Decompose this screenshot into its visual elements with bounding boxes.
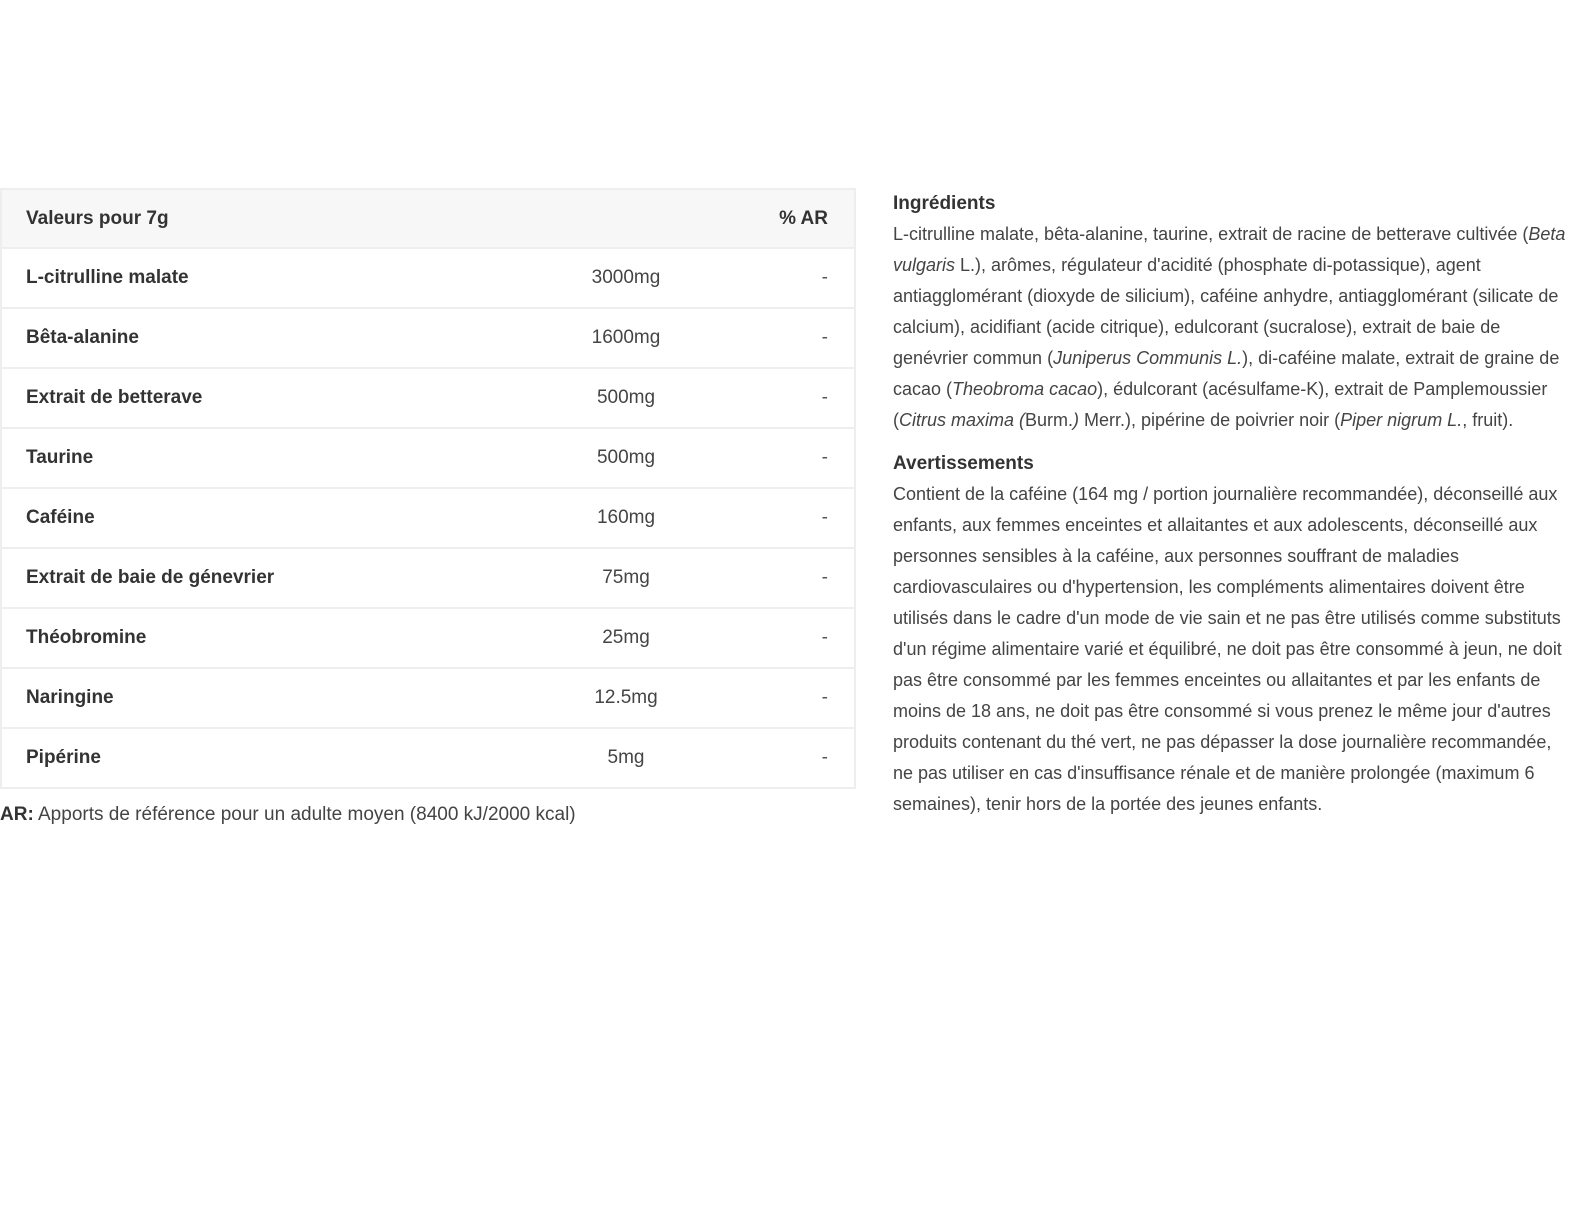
table-row <box>1 368 855 428</box>
ingredients-segment: ), édulcorant (acésulfame-K), extrait de Pamplemoussier ( <box>893 379 1548 430</box>
nutrient-amount: 500mg <box>546 428 706 488</box>
nutrient-name: Bêta-alanine <box>1 308 546 368</box>
nutrient-ar: - <box>706 668 855 728</box>
ingredients-segment-italic: Beta vulgaris <box>893 224 1566 275</box>
header-serving-label: Valeurs pour 7g <box>1 189 546 248</box>
table-row <box>1 548 855 608</box>
ingredients-section <box>893 188 1570 436</box>
nutrient-ar: - <box>706 368 855 428</box>
nutrient-ar: - <box>706 548 855 608</box>
ingredients-segment-italic: ) <box>1073 410 1080 430</box>
table-header-row <box>1 189 855 248</box>
nutrient-ar: - <box>706 428 855 488</box>
ingredients-segment: ), di-caféine malate, extrait de graine de cacao ( <box>893 348 1560 399</box>
nutrient-ar: - <box>706 248 855 308</box>
warnings-section <box>893 448 1570 820</box>
nutrient-name: Extrait de betterave <box>1 368 546 428</box>
nutrient-ar: - <box>821 747 828 768</box>
nutrient-amount: 25mg <box>546 608 706 668</box>
nutrient-amount: 500mg <box>546 368 706 428</box>
table-row <box>1 248 855 308</box>
ingredients-segment-italic: Juniperus Communis L. <box>1053 348 1243 368</box>
nutrient-name: Taurine <box>1 428 546 488</box>
nutrient-ar: - <box>706 308 855 368</box>
nutrient-name: Naringine <box>1 668 546 728</box>
ar-footnote-text: Apports de référence pour un adulte moyen (8400 kJ/2000 kcal) <box>33 804 576 825</box>
nutrient-ar: - <box>706 488 855 548</box>
nutrient-amount: 5mg <box>607 747 645 768</box>
ingredients-segment: Merr.), pipérine de poivrier noir ( <box>1079 410 1341 430</box>
nutrient-amount: 160mg <box>546 488 706 548</box>
product-info-column <box>893 188 1570 820</box>
nutrient-name: Théobromine <box>1 608 546 668</box>
ar-footnote-label: AR: <box>0 804 34 825</box>
table-row <box>1 308 855 368</box>
nutrient-amount: 1600mg <box>546 308 706 368</box>
nutrient-name: Pipérine <box>26 747 101 768</box>
ingredients-segment-italic: Piper nigrum L. <box>1340 410 1463 430</box>
ar-footnote <box>0 804 576 826</box>
header-amount <box>546 189 706 248</box>
table-row <box>1 668 855 728</box>
ingredients-segment: L.), arômes, régulateur d'acidité (phosphate di-potassique), agent antiagglomérant (dioxyde de silicium), caféine anhydre, antiagglomérant (silicate de calcium), acidifiant (acide citrique), edulcorant (sucralose), extrait de baie de genévrier commun ( <box>893 255 1559 368</box>
warnings-title: Avertissements <box>893 453 1034 474</box>
nutrient-name: Caféine <box>1 488 546 548</box>
nutrient-name: L-citrulline malate <box>1 248 546 308</box>
ingredients-segment: , fruit). <box>1462 410 1514 430</box>
table-row <box>1 428 855 488</box>
nutrient-name: Extrait de baie de génevrier <box>1 548 546 608</box>
table-row <box>1 488 855 548</box>
nutrition-table <box>0 188 856 789</box>
ingredients-segment-italic: Citrus maxima ( <box>899 410 1026 430</box>
nutrient-amount: 12.5mg <box>546 668 706 728</box>
nutrient-ar: - <box>706 608 855 668</box>
ingredients-segment: L-citrulline malate, bêta-alanine, taurine, extrait de racine de betterave cultivée ( <box>893 224 1529 244</box>
warnings-text: Contient de la caféine (164 mg / portion journalière recommandée), déconseillé aux enfants, aux femmes enceintes et allaitantes et aux adolescents, déconseillé aux personnes sensibles à la caféine, aux personnes souffrant de maladies cardiovasculaires ou d'hypertension, les compléments alimentaires doivent être utilisés dans le cadre d'un mode de vie sain et ne pas être utilisés comme substituts d'un régime alimentaire varié et équilibré, ne doit pas être consommé à jeun, ne doit pas être consommé par les femmes enceintes ou allaitantes et par les enfants de moins de 18 ans, ne doit pas être consommé si vous prenez le même jour d'autres produits contenant du thé vert, ne pas dépasser la dose journalière recommandée, ne pas utiliser en cas d'insuffisance rénale et de manière prolongée (maximum 6 semaines), tenir hors de la portée des jeunes enfants. <box>893 484 1562 814</box>
nutrient-amount: 75mg <box>546 548 706 608</box>
table-row <box>1 608 855 668</box>
nutrient-amount: 3000mg <box>546 248 706 308</box>
nutrition-panel <box>0 188 856 789</box>
ingredients-title: Ingrédients <box>893 193 996 214</box>
ingredients-segment-italic: Theobroma cacao <box>952 379 1098 399</box>
table-row <box>1 728 855 788</box>
header-ar-label: % AR <box>706 189 855 248</box>
ingredients-text <box>893 219 1570 436</box>
ingredients-segment: Burm. <box>1025 410 1074 430</box>
